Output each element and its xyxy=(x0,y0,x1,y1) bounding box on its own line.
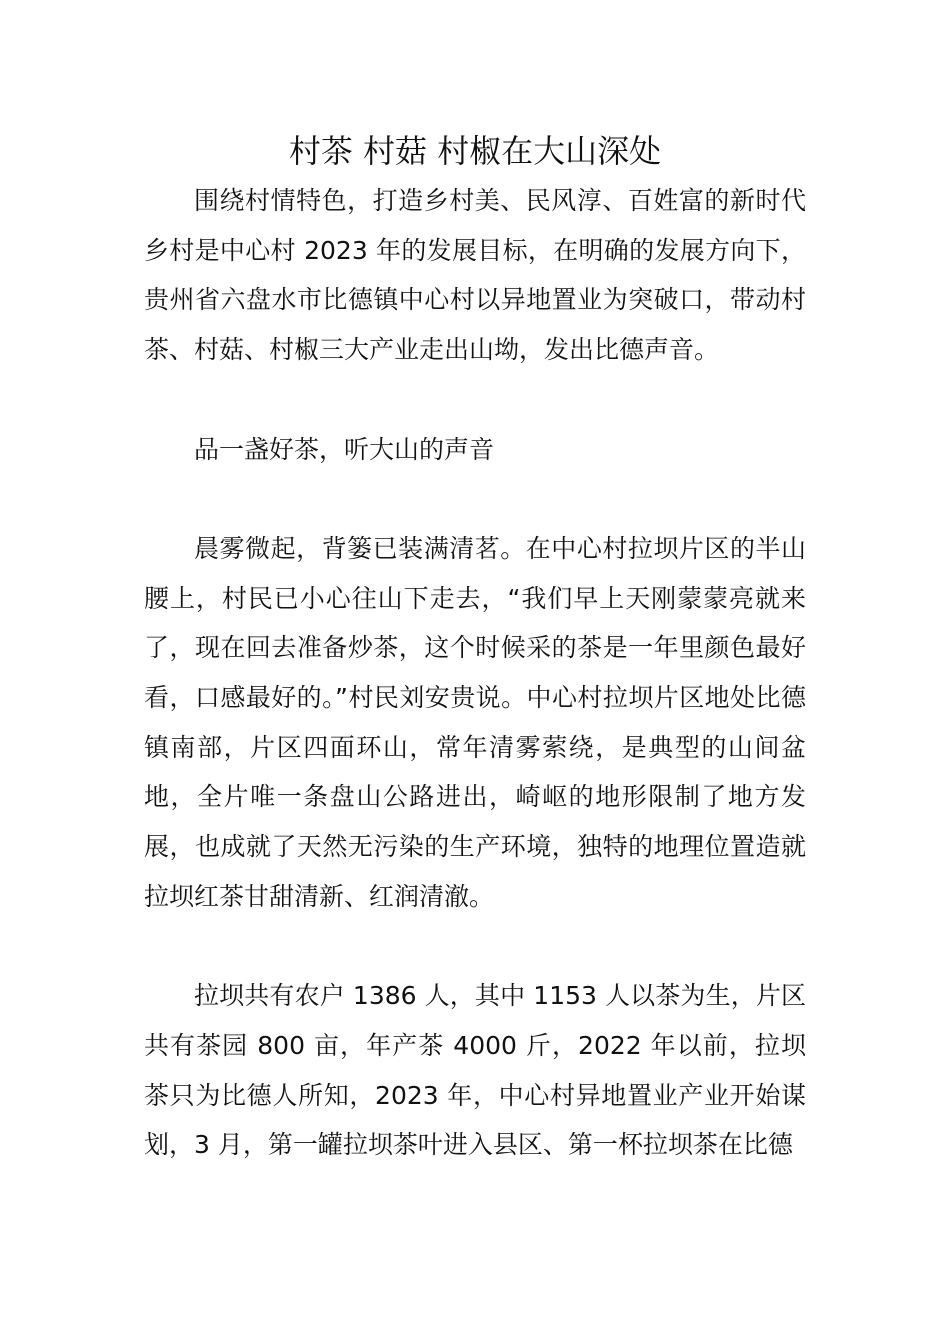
paragraph-spacer xyxy=(144,922,806,972)
paragraph-intro: 围绕村情特色，打造乡村美、民风淳、百姓富的新时代乡村是中心村 2023 年的发展目标，在明确的发展方向下，贵州省六盘水市比德镇中心村以异地置业为突破口，带动村茶、村菇、村椒三大产业走出山坳，发出比德声音。 xyxy=(144,186,806,365)
document-title: 村茶 村菇 村椒在大山深处 xyxy=(288,132,662,170)
paragraph-tea-statistics: 拉坝共有农户 1386 人，其中 1153 人以茶为生，片区共有茶园 800 亩，年产茶 4000 斤，2022 年以前，拉坝茶只为比德人所知，2023 年，中心村异地置业产业开始谋划，3 月，第一罐拉坝茶叶进入县区、第一杯拉坝茶在比德 xyxy=(144,981,806,1160)
paragraph-spacer xyxy=(144,375,806,425)
paragraph-spacer xyxy=(144,474,806,524)
section-heading: 品一盏好茶，听大山的声音 xyxy=(194,434,495,464)
paragraph-tea-morning: 晨雾微起，背篓已装满清茗。在中心村拉坝片区的半山腰上，村民已小心往山下走去，“我们早上天刚蒙蒙亮就来了，现在回去准备炒茶，这个时候采的茶是一年里颜色最好看，口感最好的。”村民刘安贵说。中心村拉坝片区地处比德镇南部，片区四面环山，常年清雾萦绕，是典型的山间盆地，全片唯一条盘山公路进出，崎岖的地形限制了地方发展，也成就了天然无污染的生产环境，独特的地理位置造就拉坝红茶甘甜清新、红润清澈。 xyxy=(144,533,806,911)
document-body xyxy=(144,176,806,1170)
